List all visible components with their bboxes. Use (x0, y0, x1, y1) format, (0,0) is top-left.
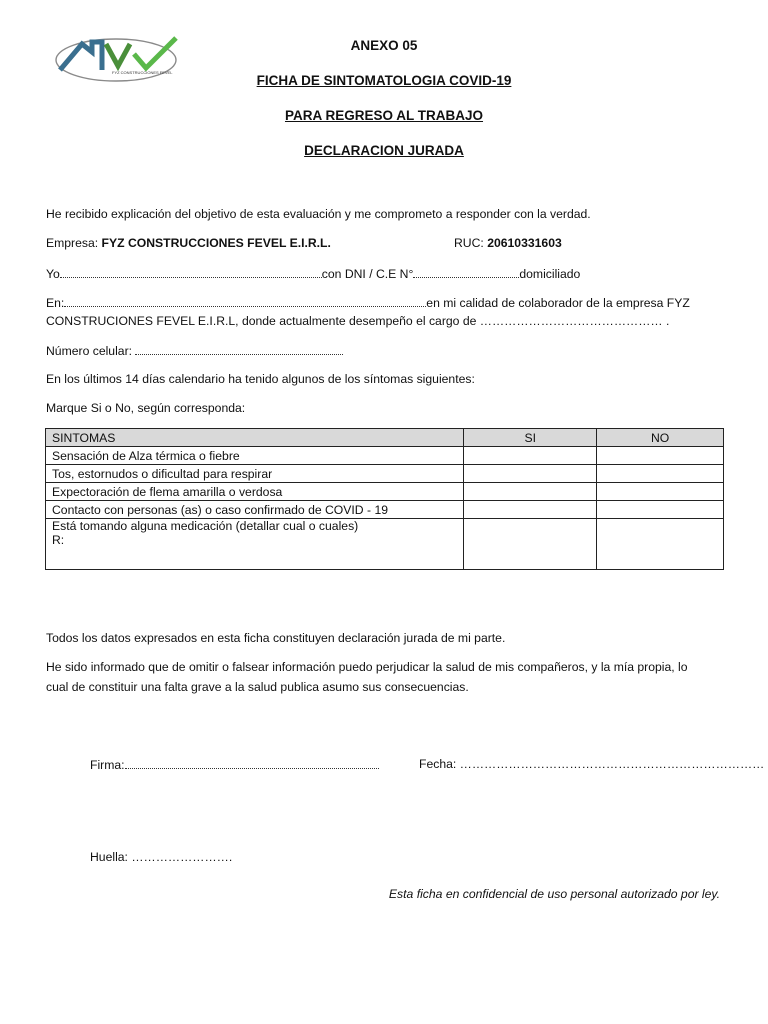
symptom-label-medication (46, 519, 464, 570)
document-title: FICHA DE SINTOMATOLOGIA COVID-19 (256, 73, 512, 88)
firma-line (90, 757, 379, 772)
no-cell[interactable] (597, 447, 724, 465)
firma-field[interactable] (125, 757, 379, 769)
medication-question: Está tomando alguna medicación (detallar cual o cuales) (52, 519, 359, 533)
no-cell[interactable] (597, 501, 724, 519)
en-line (46, 295, 690, 310)
empresa-line (46, 236, 726, 250)
table-row (46, 519, 724, 570)
si-cell[interactable] (464, 447, 597, 465)
symptom-label: Expectoración de flema amarilla o verdosa (46, 483, 464, 501)
header-sintomas: SINTOMAS (46, 429, 464, 447)
no-cell[interactable] (597, 519, 724, 570)
medication-answer-label: R: (52, 533, 65, 547)
ultimos-text: En los últimos 14 días calendario ha tenido algunos de los síntomas siguientes: (46, 372, 475, 386)
domiciliado-label: domiciliado (519, 267, 581, 281)
table-row (46, 465, 724, 483)
symptoms-table (45, 428, 724, 570)
annex-number: ANEXO 05 (350, 38, 418, 53)
symptom-label: Contacto con personas (as) o caso confirmado de COVID - 19 (46, 501, 464, 519)
en-text: en mi calidad de colaborador de la empresa FYZ (426, 296, 690, 310)
address-field[interactable] (64, 295, 426, 307)
empresa-value: FYZ CONSTRUCCIONES FEVEL E.I.R.L. (101, 236, 331, 250)
ruc-value: 20610331603 (487, 236, 562, 250)
yo-line (46, 266, 580, 281)
table-header-row (46, 429, 724, 447)
si-cell[interactable] (464, 483, 597, 501)
table-row (46, 447, 724, 465)
intro-text: He recibido explicación del objetivo de esta evaluación y me comprometo a responder con la verdad. (46, 207, 591, 221)
celular-label: Número celular: (46, 344, 136, 358)
empresa-label: Empresa: (46, 236, 102, 250)
yo-label: Yo (46, 267, 60, 281)
fecha-line (419, 757, 764, 771)
declaracion-text: Todos los datos expresados en esta ficha constituyen declaración jurada de mi parte. (46, 631, 506, 645)
symptom-label: Sensación de Alza térmica o fiebre (46, 447, 464, 465)
si-cell[interactable] (464, 501, 597, 519)
huella-label: Huella: (90, 850, 132, 864)
dni-field[interactable] (413, 266, 519, 278)
table-row (46, 483, 724, 501)
name-field[interactable] (60, 266, 322, 278)
si-cell[interactable] (464, 465, 597, 483)
document-subtitle: PARA REGRESO AL TRABAJO (284, 108, 484, 123)
en-label: En: (46, 296, 65, 310)
informado-text-2: cual de constituir una falta grave a la salud publica asumo sus consecuencias. (46, 680, 469, 694)
informado-text-1: He sido informado que de omitir o falsear información puedo perjudicar la salud de mis compañeros, y la mía propia, lo (46, 660, 688, 674)
no-cell[interactable] (597, 483, 724, 501)
no-cell[interactable] (597, 465, 724, 483)
cargo-line: CONSTRUCIONES FEVEL E.I.R.L, donde actualmente desempeño el cargo de ……………………………………… . (46, 314, 670, 328)
header-si: SI (464, 429, 597, 447)
document-declaration-title: DECLARACION JURADA (304, 143, 464, 158)
ruc-group (454, 236, 562, 250)
ruc-label: RUC: (454, 236, 488, 250)
confidencial-note: Esta ficha en confidencial de uso personal autorizado por ley. (388, 887, 720, 901)
dni-label: con DNI / C.E N° (321, 267, 414, 281)
table-row (46, 501, 724, 519)
fecha-field[interactable]: ………………………………………………………………… (459, 757, 765, 771)
celular-field[interactable] (135, 343, 343, 355)
logo-text: FYZ CONSTRUCCIONES FEVEL (112, 70, 173, 75)
si-cell[interactable] (464, 519, 597, 570)
huella-line (90, 850, 232, 864)
header-no: NO (597, 429, 724, 447)
symptom-label: Tos, estornudos o dificultad para respirar (46, 465, 464, 483)
huella-field[interactable]: ……………………. (131, 850, 233, 864)
fecha-label: Fecha: (419, 757, 460, 771)
celular-line (46, 343, 343, 358)
firma-label: Firma: (90, 758, 125, 772)
marque-text: Marque Si o No, según corresponda: (46, 401, 246, 415)
